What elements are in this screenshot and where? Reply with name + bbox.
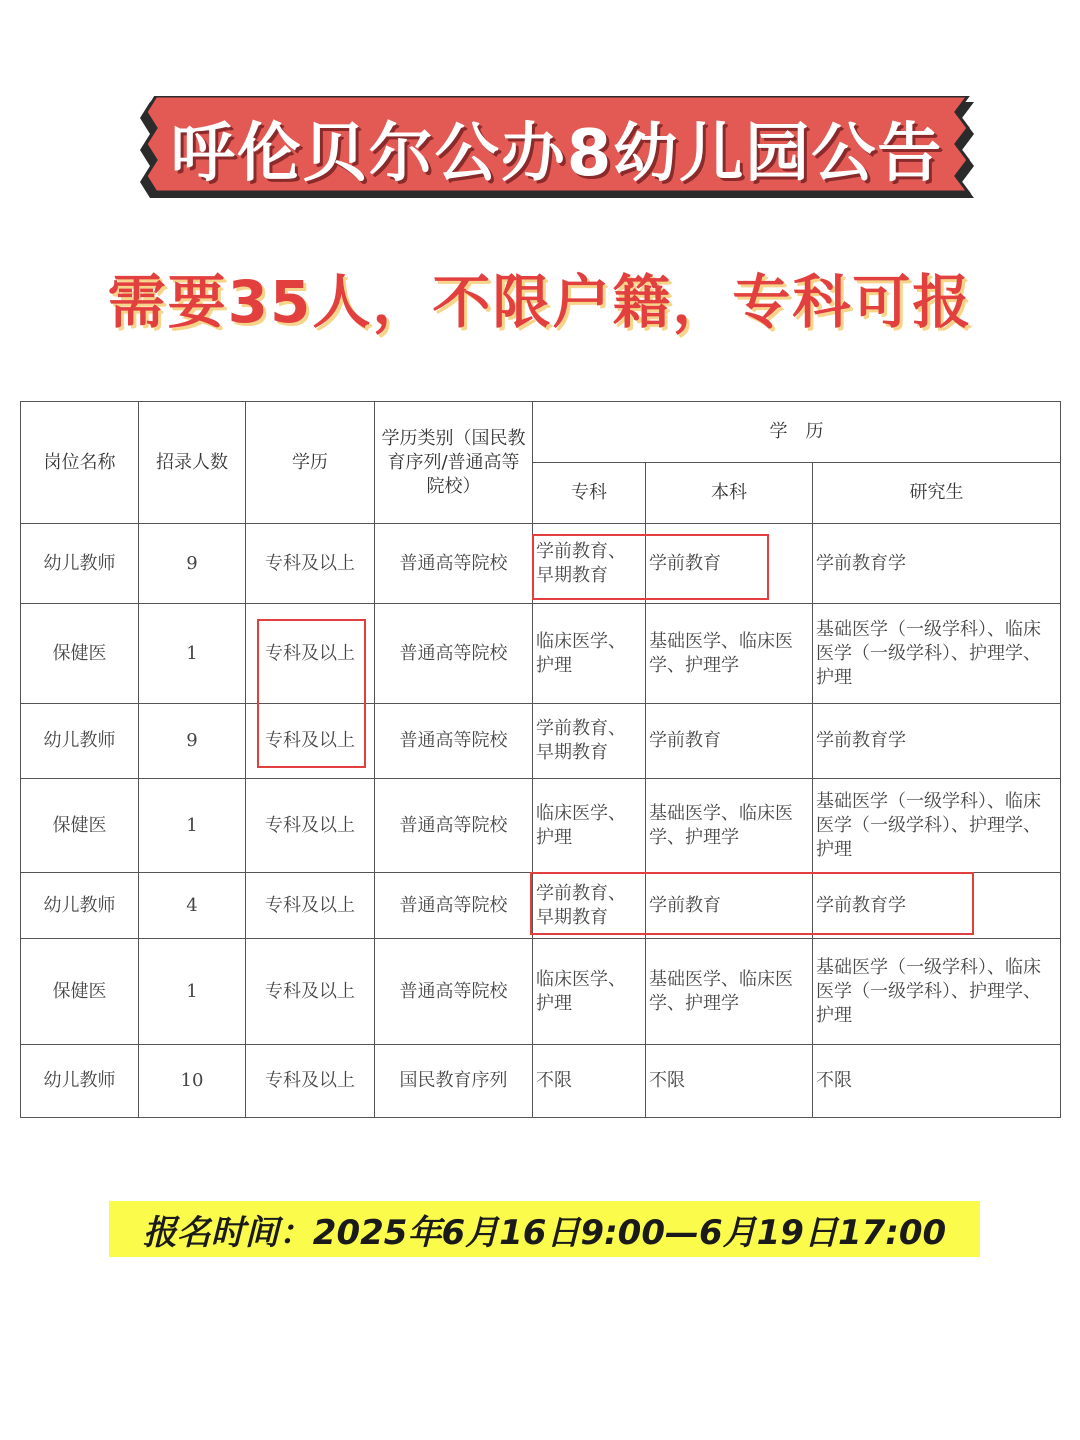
cell-graduate: 基础医学（一级学科）、临床医学（一级学科）、护理学、护理 [813, 779, 1061, 873]
header-bachelor: 本科 [646, 463, 813, 524]
cell-position: 幼儿教师 [21, 873, 139, 939]
cell-type: 普通高等院校 [375, 524, 533, 604]
table-row [21, 524, 1061, 604]
cell-position: 幼儿教师 [21, 524, 139, 604]
cell-bachelor: 不限 [646, 1045, 813, 1118]
cell-graduate: 学前教育学 [813, 524, 1061, 604]
cell-education: 专科及以上 [246, 1045, 375, 1118]
cell-count: 9 [139, 704, 246, 779]
cell-junior: 临床医学、护理 [533, 939, 646, 1045]
cell-graduate: 学前教育学 [813, 704, 1061, 779]
recruitment-table [20, 401, 1061, 1118]
cell-education: 专科及以上 [246, 779, 375, 873]
header-education-type: 学历类别（国民教育序列/普通高等院校） [375, 402, 533, 524]
header-junior-college: 专科 [533, 463, 646, 524]
table-row [21, 704, 1061, 779]
table-row [21, 604, 1061, 704]
cell-count: 4 [139, 873, 246, 939]
cell-count: 1 [139, 939, 246, 1045]
recruitment-table-wrapper [20, 401, 1060, 1118]
cell-bachelor: 基础医学、临床医学、护理学 [646, 604, 813, 704]
header-position: 岗位名称 [21, 402, 139, 524]
header-count: 招录人数 [139, 402, 246, 524]
cell-bachelor: 基础医学、临床医学、护理学 [646, 779, 813, 873]
cell-position: 保健医 [21, 779, 139, 873]
header-major-group: 学 历 [533, 402, 1061, 463]
cell-type: 普通高等院校 [375, 939, 533, 1045]
cell-junior: 学前教育、早期教育 [533, 704, 646, 779]
cell-education: 专科及以上 [246, 873, 375, 939]
cell-graduate: 学前教育学 [813, 873, 1061, 939]
cell-type: 普通高等院校 [375, 704, 533, 779]
cell-count: 9 [139, 524, 246, 604]
cell-graduate: 基础医学（一级学科）、临床医学（一级学科）、护理学、护理 [813, 604, 1061, 704]
cell-count: 1 [139, 604, 246, 704]
cell-education: 专科及以上 [246, 704, 375, 779]
cell-type: 国民教育序列 [375, 1045, 533, 1118]
cell-junior: 学前教育、早期教育 [533, 873, 646, 939]
cell-bachelor: 学前教育 [646, 704, 813, 779]
table-row [21, 1045, 1061, 1118]
title-banner [140, 96, 974, 200]
cell-count: 10 [139, 1045, 246, 1118]
cell-type: 普通高等院校 [375, 873, 533, 939]
cell-junior: 临床医学、护理 [533, 604, 646, 704]
cell-count: 1 [139, 779, 246, 873]
cell-graduate: 基础医学（一级学科）、临床医学（一级学科）、护理学、护理 [813, 939, 1061, 1045]
cell-type: 普通高等院校 [375, 604, 533, 704]
cell-position: 幼儿教师 [21, 1045, 139, 1118]
cell-bachelor: 学前教育 [646, 524, 813, 604]
table-row [21, 779, 1061, 873]
cell-graduate: 不限 [813, 1045, 1061, 1118]
cell-type: 普通高等院校 [375, 779, 533, 873]
header-education: 学历 [246, 402, 375, 524]
cell-bachelor: 学前教育 [646, 873, 813, 939]
cell-education: 专科及以上 [246, 604, 375, 704]
page-title: 呼伦贝尔公办8幼儿园公告 [170, 117, 944, 191]
cell-junior: 不限 [533, 1045, 646, 1118]
cell-position: 幼儿教师 [21, 704, 139, 779]
cell-bachelor: 基础医学、临床医学、护理学 [646, 939, 813, 1045]
cell-position: 保健医 [21, 939, 139, 1045]
cell-junior: 临床医学、护理 [533, 779, 646, 873]
cell-position: 保健医 [21, 604, 139, 704]
cell-education: 专科及以上 [246, 939, 375, 1045]
cell-education: 专科及以上 [246, 524, 375, 604]
table-row [21, 939, 1061, 1045]
cell-junior: 学前教育、早期教育 [533, 524, 646, 604]
registration-time-banner: 报名时间：2025年6月16日9:00—6月19日17:00 [109, 1201, 980, 1257]
subtitle-headline: 需要35人，不限户籍，专科可报 [107, 268, 973, 336]
table-row [21, 873, 1061, 939]
header-graduate: 研究生 [813, 463, 1061, 524]
